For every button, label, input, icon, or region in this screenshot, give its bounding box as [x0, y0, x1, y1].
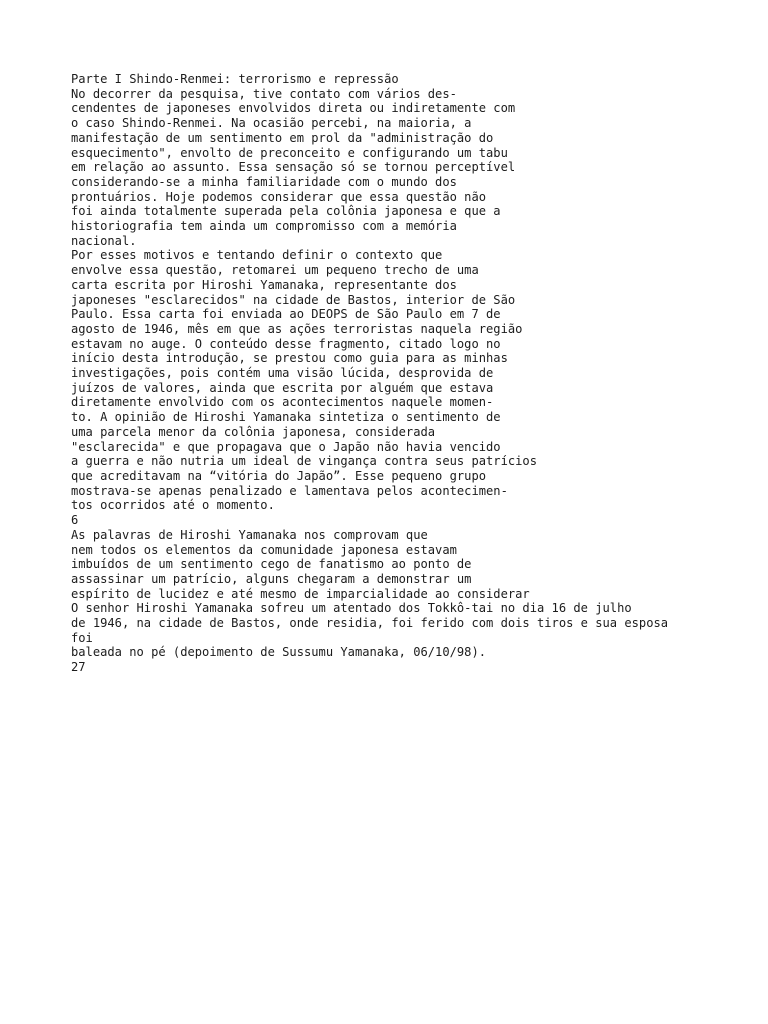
text-line: nem todos os elementos da comunidade japonesa estavam	[71, 542, 457, 557]
text-line: manifestação de um sentimento em prol da "administração do	[71, 130, 494, 145]
footnote-text-line: O senhor Hiroshi Yamanaka sofreu um atentado dos Tokkô-tai no dia 16 de julho	[71, 601, 632, 616]
text-line: esquecimento", envolto de preconceito e configurando um tabu	[71, 145, 508, 160]
text-line: o caso Shindo-Renmei. Na ocasião percebi, na maioria, a	[71, 116, 472, 131]
text-line: No decorrer da pesquisa, tive contato com vários des-	[71, 86, 457, 101]
footnote-marker: 6	[71, 513, 79, 528]
text-line: assassinar um patrício, alguns chegaram a demonstrar um	[71, 571, 472, 586]
text-line: nacional.	[71, 233, 137, 248]
section-heading: Parte I Shindo-Renmei: terrorismo e repressão	[71, 72, 399, 86]
footnote-text-line: baleada no pé (depoimento de Sussumu Yamanaka, 06/10/98).	[71, 645, 487, 660]
text-line: início desta introdução, se prestou como guia para as minhas	[71, 351, 508, 366]
text-line: uma parcela menor da colônia japonesa, considerada	[71, 424, 436, 439]
text-line: mostrava-se apenas penalizado e lamentava pelos acontecimen-	[71, 483, 508, 498]
text-line: investigações, pois contém uma visão lúcida, desprovida de	[71, 366, 494, 381]
page-number: 27	[71, 660, 86, 675]
text-line: japoneses "esclarecidos" na cidade de Bastos, interior de São	[71, 292, 516, 307]
text-line: envolve essa questão, retomarei um pequeno trecho de uma	[71, 263, 479, 278]
text-line: considerando-se a minha familiaridade com o mundo dos	[71, 174, 457, 189]
footnote-text-line: foi	[71, 630, 93, 645]
text-line: que acreditavam na “vitória do Japão”. Esse pequeno grupo	[71, 468, 487, 483]
text-line: foi ainda totalmente superada pela colônia japonesa e que a	[71, 204, 501, 219]
text-line: tos ocorridos até o momento.	[71, 498, 275, 513]
text-line: imbuídos de um sentimento cego de fanatismo ao ponto de	[71, 557, 472, 572]
text-line: juízos de valores, ainda que escrita por alguém que estava	[71, 380, 494, 395]
text-line: prontuários. Hoje podemos considerar que essa questão não	[71, 189, 487, 204]
text-line: a guerra e não nutria um ideal de vingança contra seus patrícios	[71, 454, 537, 469]
text-line: diretamente envolvido com os acontecimentos naquele momen-	[71, 395, 494, 410]
text-line: carta escrita por Hiroshi Yamanaka, representante dos	[71, 277, 457, 292]
text-line: "esclarecida" e que propagava que o Japão não havia vencido	[71, 439, 501, 454]
text-line: espírito de lucidez e até mesmo de imparcialidade ao considerar	[71, 586, 530, 601]
text-line: historiografia tem ainda um compromisso com a memória	[71, 219, 457, 234]
text-line: to. A opinião de Hiroshi Yamanaka sintetiza o sentimento de	[71, 410, 501, 425]
text-line: Por esses motivos e tentando definir o contexto que	[71, 248, 443, 263]
text-line: agosto de 1946, mês em que as ações terroristas naquela região	[71, 321, 523, 336]
text-line: As palavras de Hiroshi Yamanaka nos comprovam que	[71, 527, 428, 542]
document-page	[71, 72, 721, 675]
footnote-text-line: de 1946, na cidade de Bastos, onde residia, foi ferido com dois tiros e sua esposa	[71, 616, 669, 631]
text-line: em relação ao assunto. Essa sensação só se tornou perceptível	[71, 160, 516, 175]
text-line: estavam no auge. O conteúdo desse fragmento, citado logo no	[71, 336, 501, 351]
text-line: cendentes de japoneses envolvidos direta ou indiretamente com	[71, 101, 516, 116]
text-line: Paulo. Essa carta foi enviada ao DEOPS de São Paulo em 7 de	[71, 307, 501, 322]
